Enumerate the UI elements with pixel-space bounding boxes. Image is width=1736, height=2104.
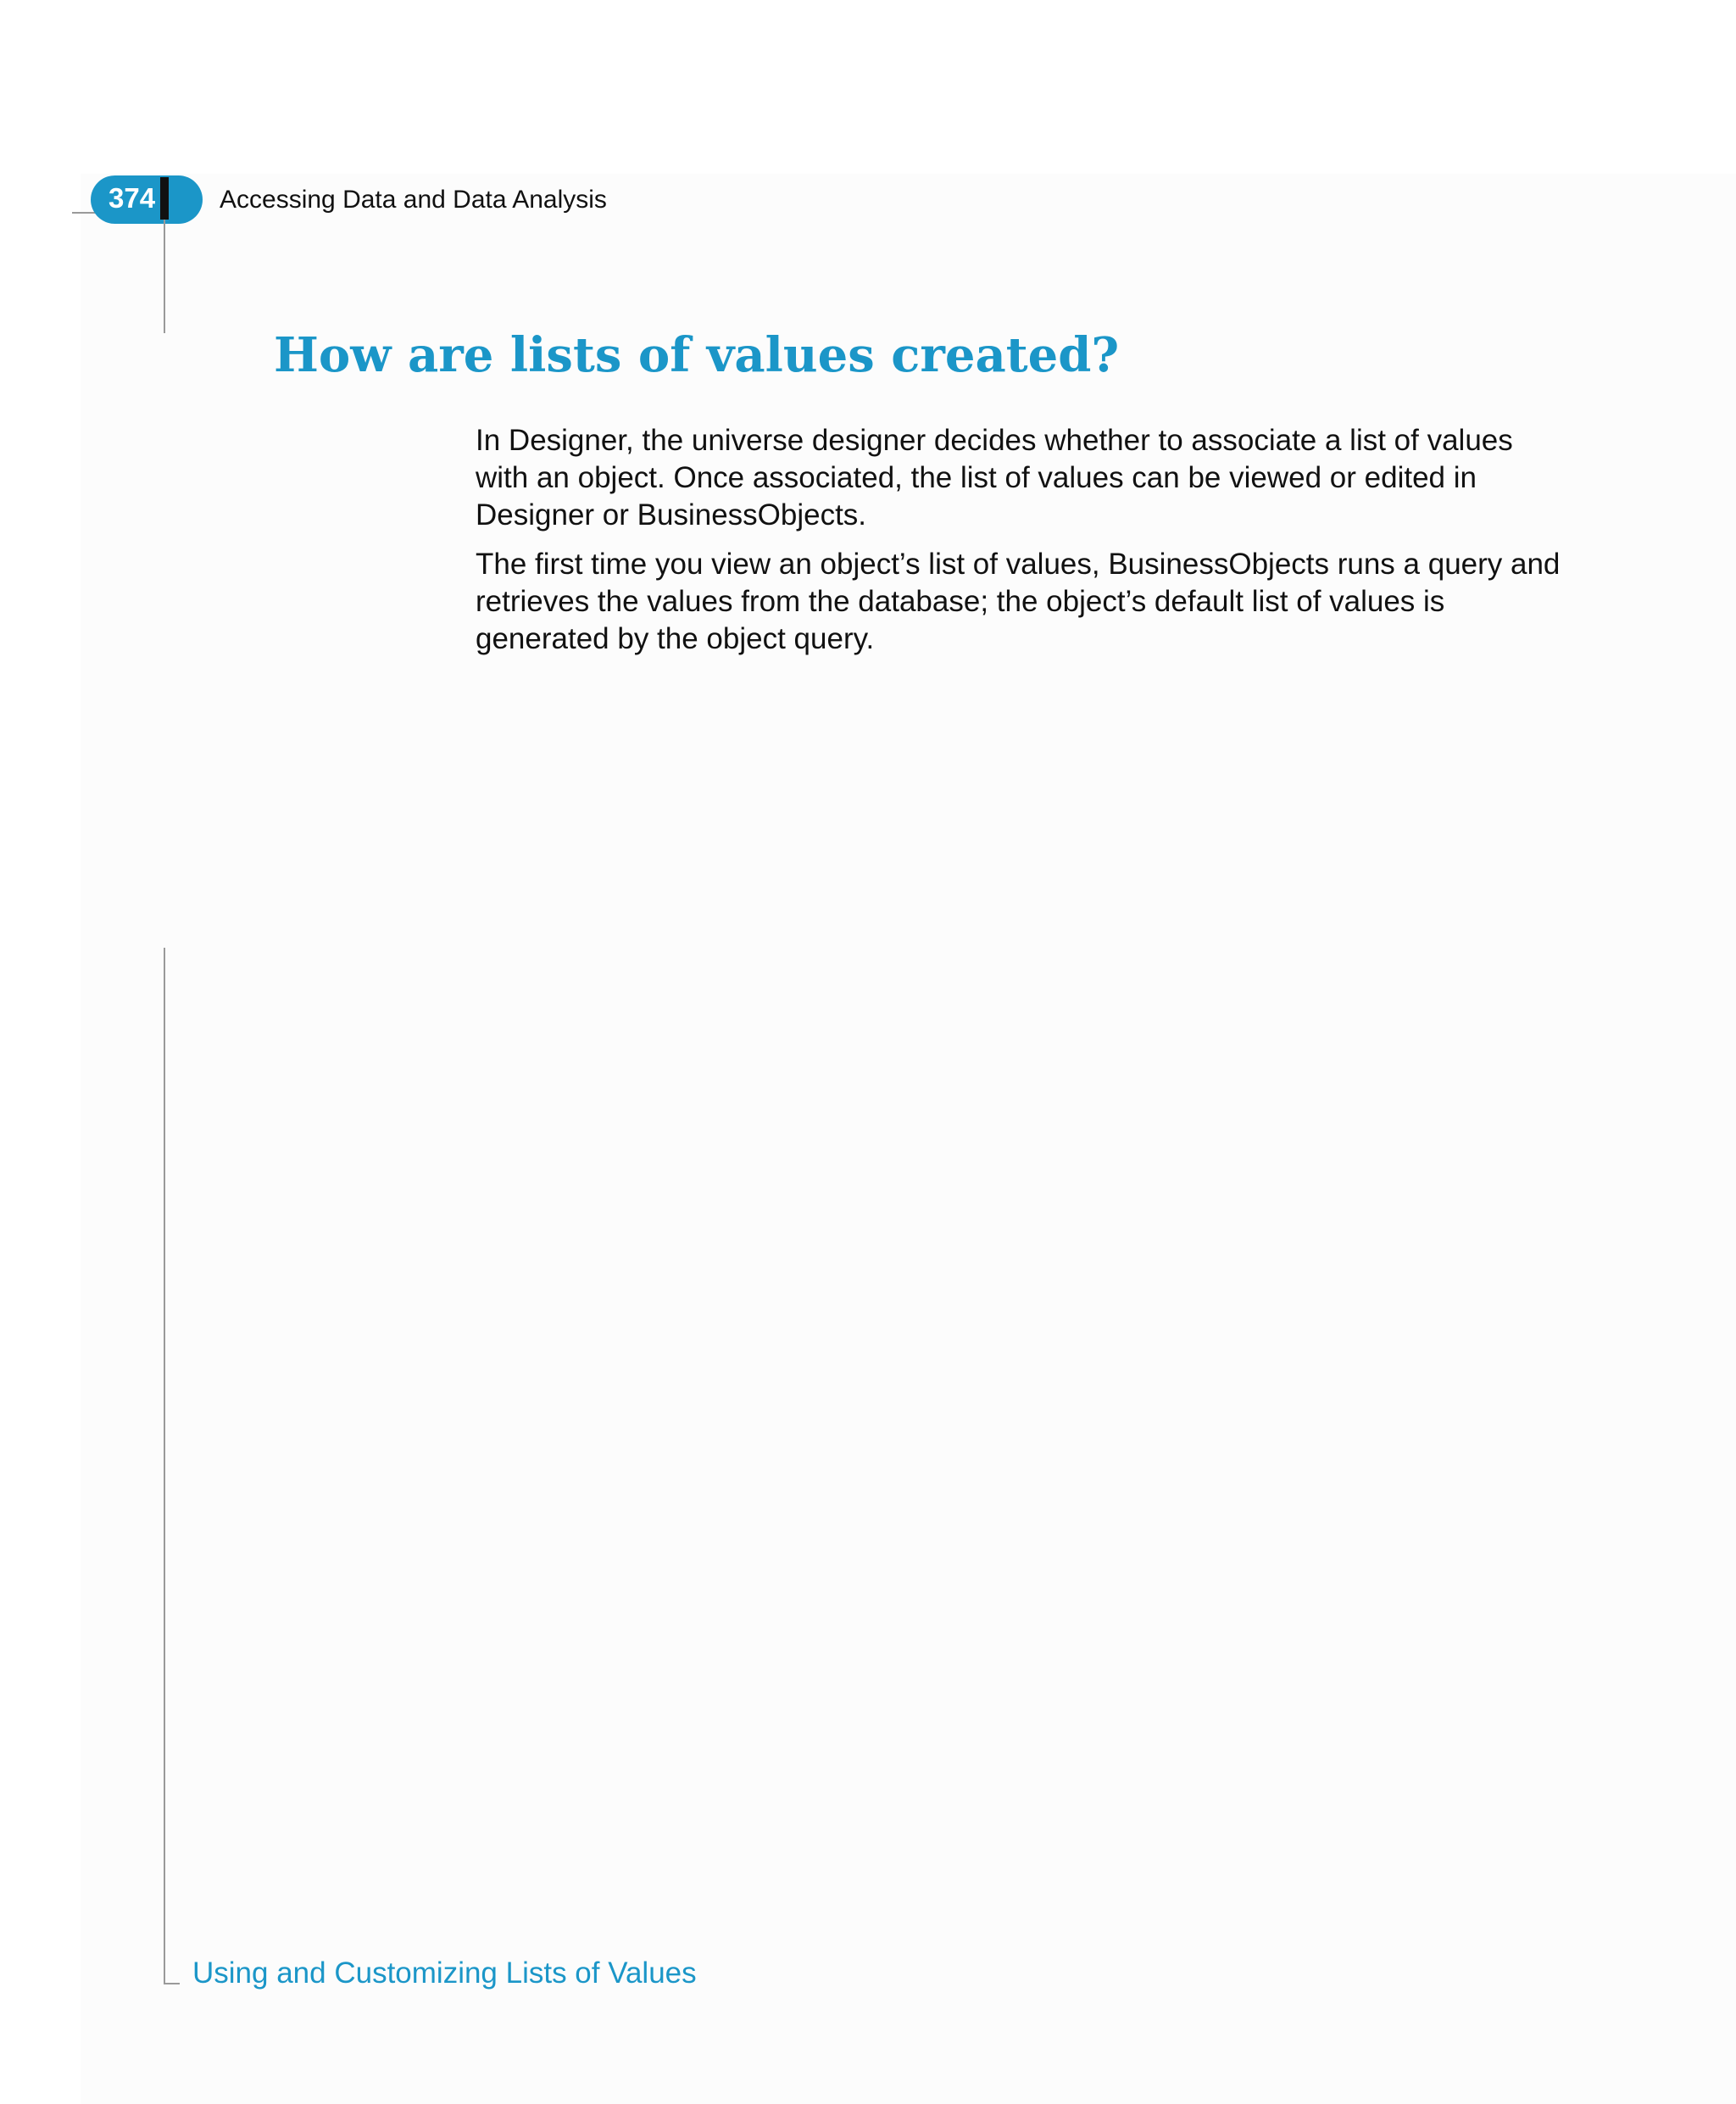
chapter-footer-link[interactable]: Using and Customizing Lists of Values xyxy=(192,1956,697,1990)
running-header-title: Accessing Data and Data Analysis xyxy=(220,186,607,214)
section-heading: How are lists of values created? xyxy=(274,327,1120,383)
margin-rule-bottom xyxy=(164,948,165,1984)
margin-rule-top xyxy=(164,220,165,333)
body-paragraph: The first time you view an object’s list of values, BusinessObjects runs a query and retrieves the values from the database; the object’s default list of values is generated by the object query. xyxy=(476,548,1561,655)
body-paragraph: In Designer, the universe designer decides whether to associate a list of values with an object. Once associated, the list of values can be viewed or edited in Designer or BusinessObjects. xyxy=(476,424,1513,532)
footer-rule xyxy=(164,1983,180,1984)
page-marker-bar xyxy=(160,177,169,220)
body-text xyxy=(476,422,1569,670)
page-number: 374 xyxy=(108,182,156,214)
